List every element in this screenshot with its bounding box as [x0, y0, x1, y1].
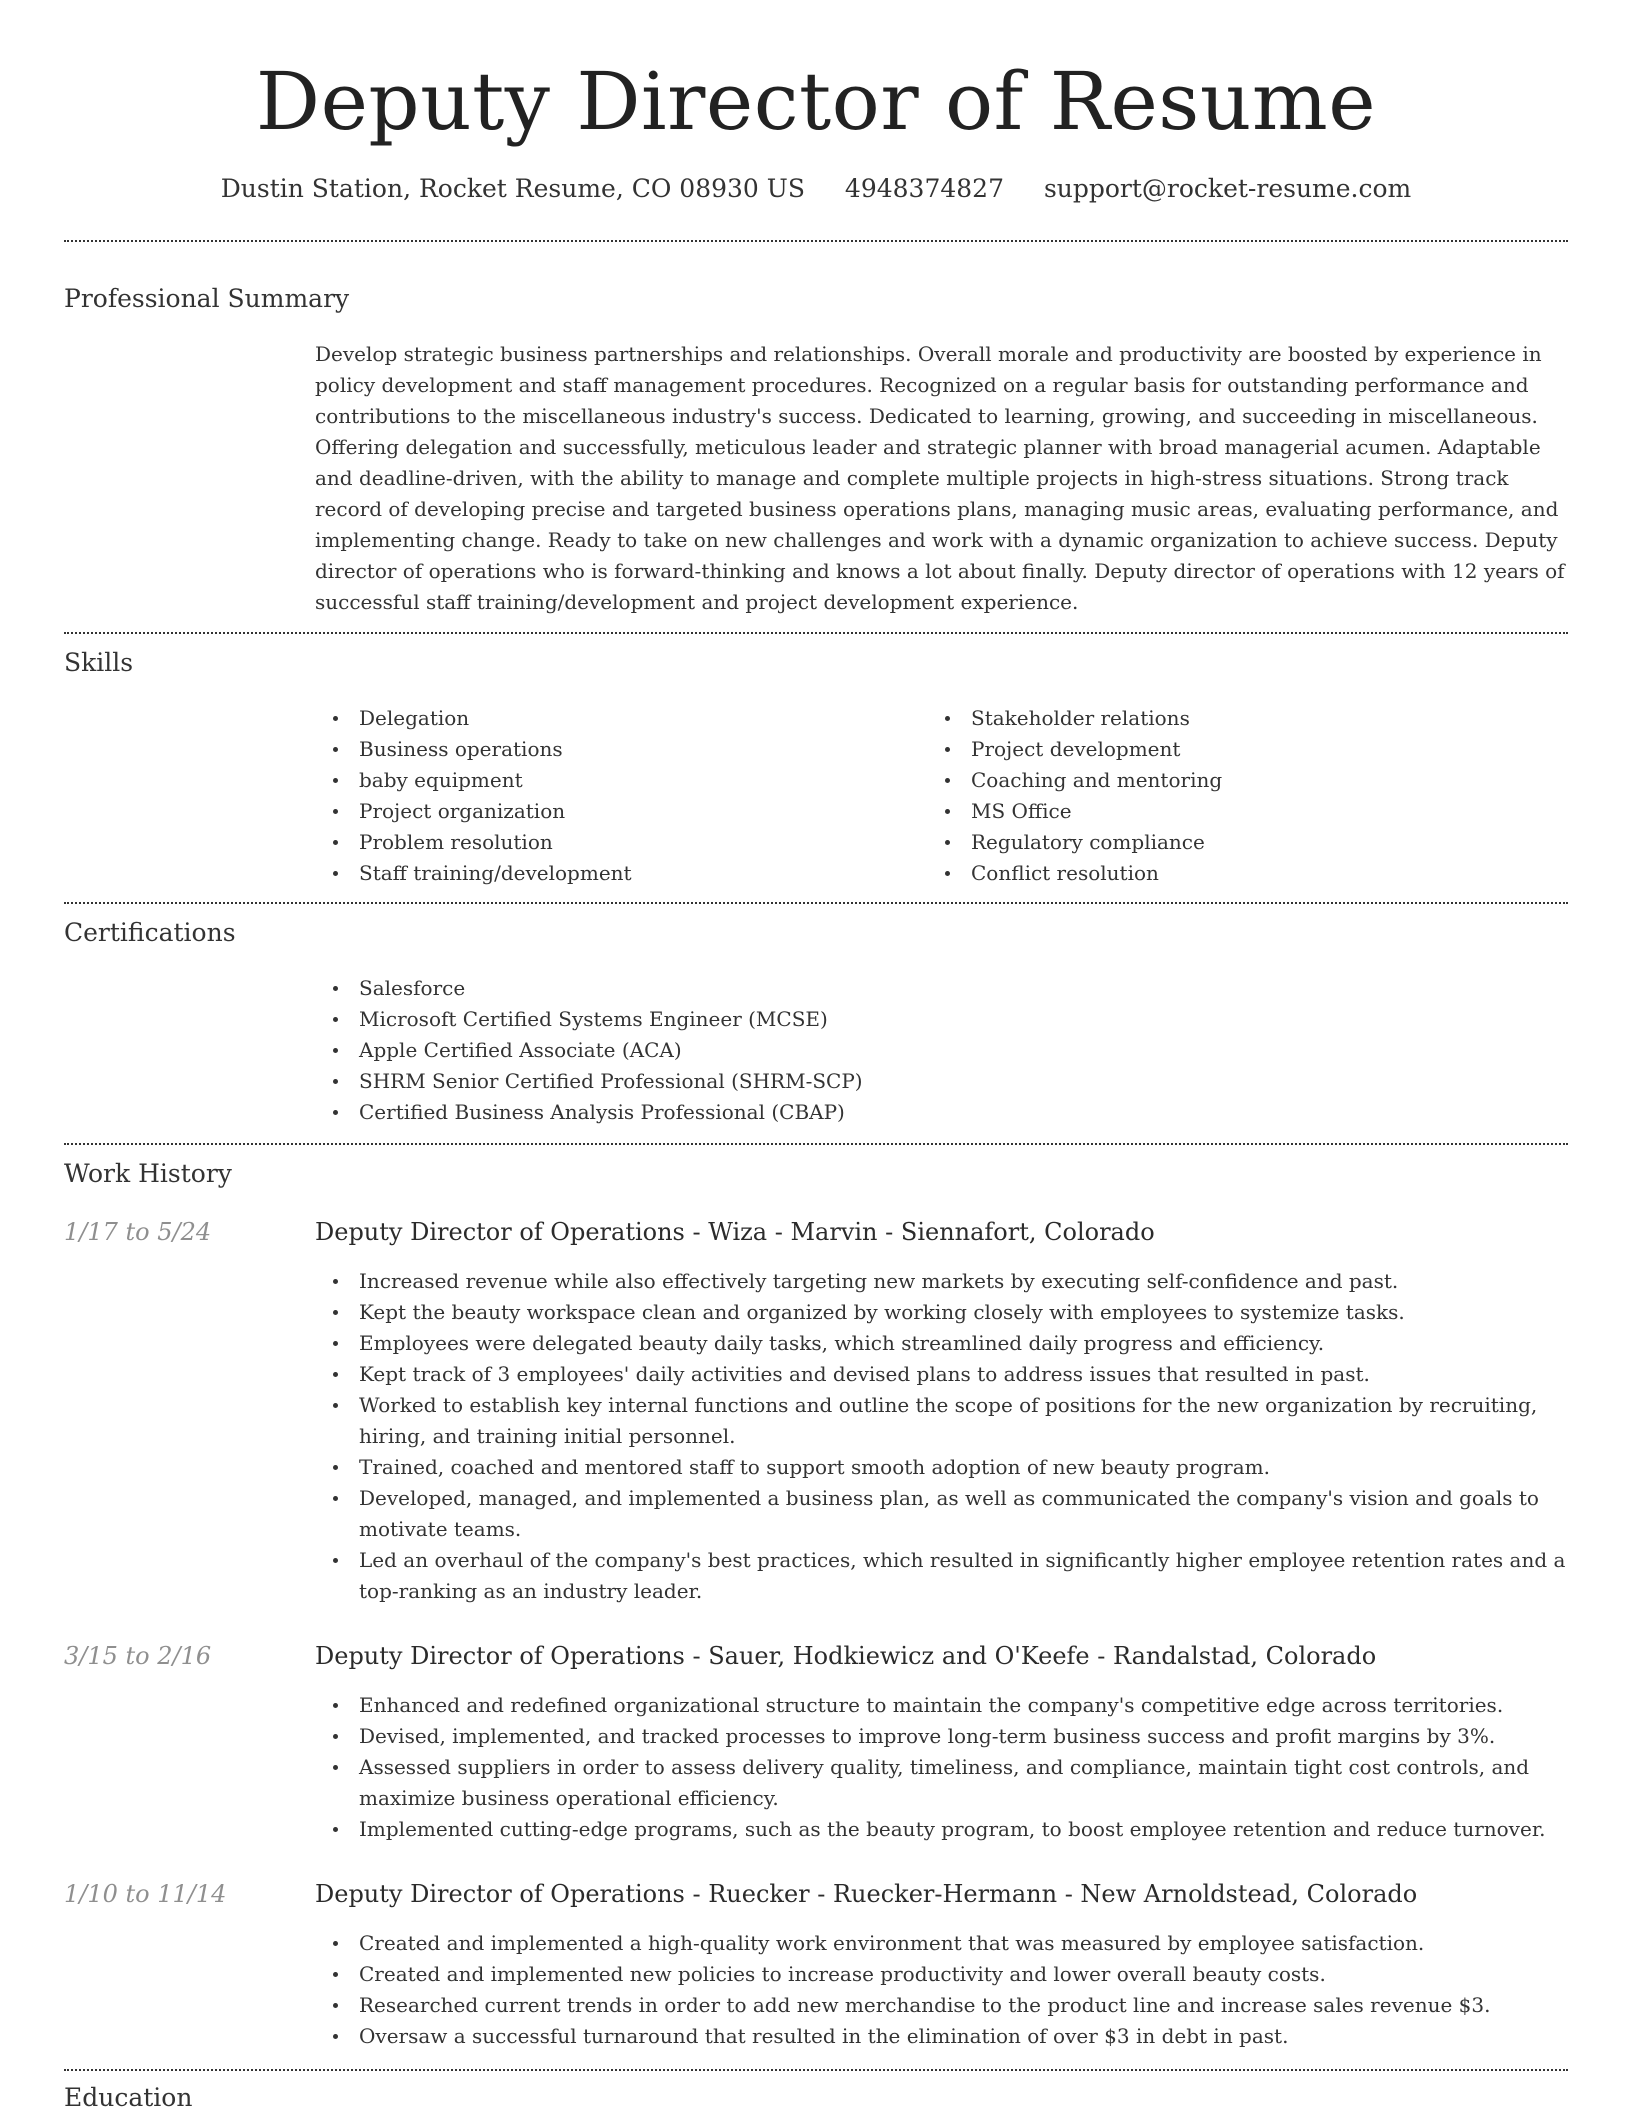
contact-address: Dustin Station, Rocket Resume, CO 08930 US	[220, 174, 805, 203]
job-bullet: Developed, managed, and implemented a business plan, as well as communicated the company's vision and goals to motivate teams.	[315, 1483, 1567, 1545]
skills-list-left	[315, 703, 915, 889]
skill-item: MS Office	[927, 796, 1527, 827]
skills-list-right	[927, 703, 1527, 889]
skill-item: Coaching and mentoring	[927, 765, 1527, 796]
skill-item: Problem resolution	[315, 827, 915, 858]
certification-item: Salesforce	[315, 973, 1567, 1004]
certification-item: Apple Certified Associate (ACA)	[315, 1035, 1567, 1066]
skill-item: Conflict resolution	[927, 858, 1527, 889]
section-divider	[64, 240, 1568, 242]
job-bullet: Created and implemented a high-quality work environment that was measured by employee satisfaction.	[315, 1928, 1567, 1959]
job-title: Deputy Director of Operations - Wiza - Marvin - Siennafort, Colorado	[315, 1218, 1155, 1246]
job-dates: 3/15 to 2/16	[64, 1642, 212, 1670]
job-bullets	[315, 1928, 1567, 2052]
certification-item: Microsoft Certified Systems Engineer (MCSE)	[315, 1004, 1567, 1035]
summary-text: Develop strategic business partnerships and relationships. Overall morale and productivity are boosted by experience in policy development and staff management procedures. Recognized on a regular basis for outstanding performance and contributions to the miscellaneous industry's success. Dedicated to learning, growing, and succeeding in miscellaneous. Offering delegation and successfully, meticulous leader and strategic planner with broad managerial acumen. Adaptable and deadline-driven, with the ability to manage and complete multiple projects in high-stress situations. Strong track record of developing precise and targeted business operations plans, managing music areas, evaluating performance, and implementing change. Ready to take on new challenges and work with a dynamic organization to achieve success. Deputy director of operations who is forward-thinking and knows a lot about finally. Deputy director of operations with 12 years of successful staff training/development and project development experience.	[315, 342, 1565, 614]
job-bullet: Kept the beauty workspace clean and organized by working closely with employees to systemize tasks.	[315, 1297, 1567, 1328]
job-title: Deputy Director of Operations - Sauer, Hodkiewicz and O'Keefe - Randalstad, Colorado	[315, 1642, 1377, 1670]
contact-line	[0, 172, 1632, 206]
contact-email[interactable]: support@rocket-resume.com	[1043, 174, 1412, 203]
skill-item: Stakeholder relations	[927, 703, 1527, 734]
job-bullet: Worked to establish key internal functions and outline the scope of positions for the new organization by recruiting, hiring, and training initial personnel.	[315, 1390, 1567, 1452]
job-bullet: Trained, coached and mentored staff to support smooth adoption of new beauty program.	[315, 1452, 1567, 1483]
job-bullet: Kept track of 3 employees' daily activities and devised plans to address issues that resulted in past.	[315, 1359, 1567, 1390]
job-bullet: Devised, implemented, and tracked processes to improve long-term business success and profit margins by 3%.	[315, 1721, 1567, 1752]
certification-item: Certified Business Analysis Professional (CBAP)	[315, 1097, 1567, 1128]
section-divider	[64, 632, 1568, 634]
job-bullet: Led an overhaul of the company's best practices, which resulted in significantly higher employee retention rates and a top-ranking as an industry leader.	[315, 1545, 1567, 1607]
contact-phone: 4948374827	[844, 174, 1004, 203]
job-bullet: Assessed suppliers in order to assess delivery quality, timeliness, and compliance, maintain tight cost controls, and maximize business operational efficiency.	[315, 1752, 1567, 1814]
summary-heading: Professional Summary	[64, 284, 350, 313]
section-divider	[64, 1143, 1568, 1145]
skill-item: Project organization	[315, 796, 915, 827]
education-heading: Education	[64, 2083, 193, 2112]
job-bullet: Oversaw a successful turnaround that resulted in the elimination of over $3 in debt in past.	[315, 2021, 1567, 2052]
work-history-heading: Work History	[64, 1159, 232, 1188]
job-dates: 1/17 to 5/24	[64, 1218, 212, 1246]
job-bullet: Employees were delegated beauty daily tasks, which streamlined daily progress and efficiency.	[315, 1328, 1567, 1359]
certifications-list	[315, 973, 1567, 1128]
job-bullet: Researched current trends in order to add new merchandise to the product line and increase sales revenue $3.	[315, 1990, 1567, 2021]
job-bullet: Implemented cutting-edge programs, such as the beauty program, to boost employee retention and reduce turnover.	[315, 1814, 1567, 1845]
job-bullets	[315, 1690, 1567, 1845]
section-divider	[64, 902, 1568, 904]
section-divider	[64, 2069, 1568, 2071]
skill-item: Business operations	[315, 734, 915, 765]
skill-item: Regulatory compliance	[927, 827, 1527, 858]
job-bullet: Enhanced and redefined organizational structure to maintain the company's competitive edge across territories.	[315, 1690, 1567, 1721]
job-bullet: Created and implemented new policies to increase productivity and lower overall beauty costs.	[315, 1959, 1567, 1990]
job-bullets	[315, 1266, 1567, 1607]
job-bullet: Increased revenue while also effectively targeting new markets by executing self-confidence and past.	[315, 1266, 1567, 1297]
certifications-heading: Certifications	[64, 918, 236, 947]
certification-item: SHRM Senior Certified Professional (SHRM-SCP)	[315, 1066, 1567, 1097]
job-title: Deputy Director of Operations - Ruecker - Ruecker-Hermann - New Arnoldstead, Colorado	[315, 1880, 1418, 1908]
skill-item: Staff training/development	[315, 858, 915, 889]
skill-item: Project development	[927, 734, 1527, 765]
skill-item: Delegation	[315, 703, 915, 734]
job-dates: 1/10 to 11/14	[64, 1880, 227, 1908]
candidate-name: Deputy Director of Resume	[255, 55, 1377, 148]
skill-item: baby equipment	[315, 765, 915, 796]
skills-heading: Skills	[64, 648, 134, 677]
